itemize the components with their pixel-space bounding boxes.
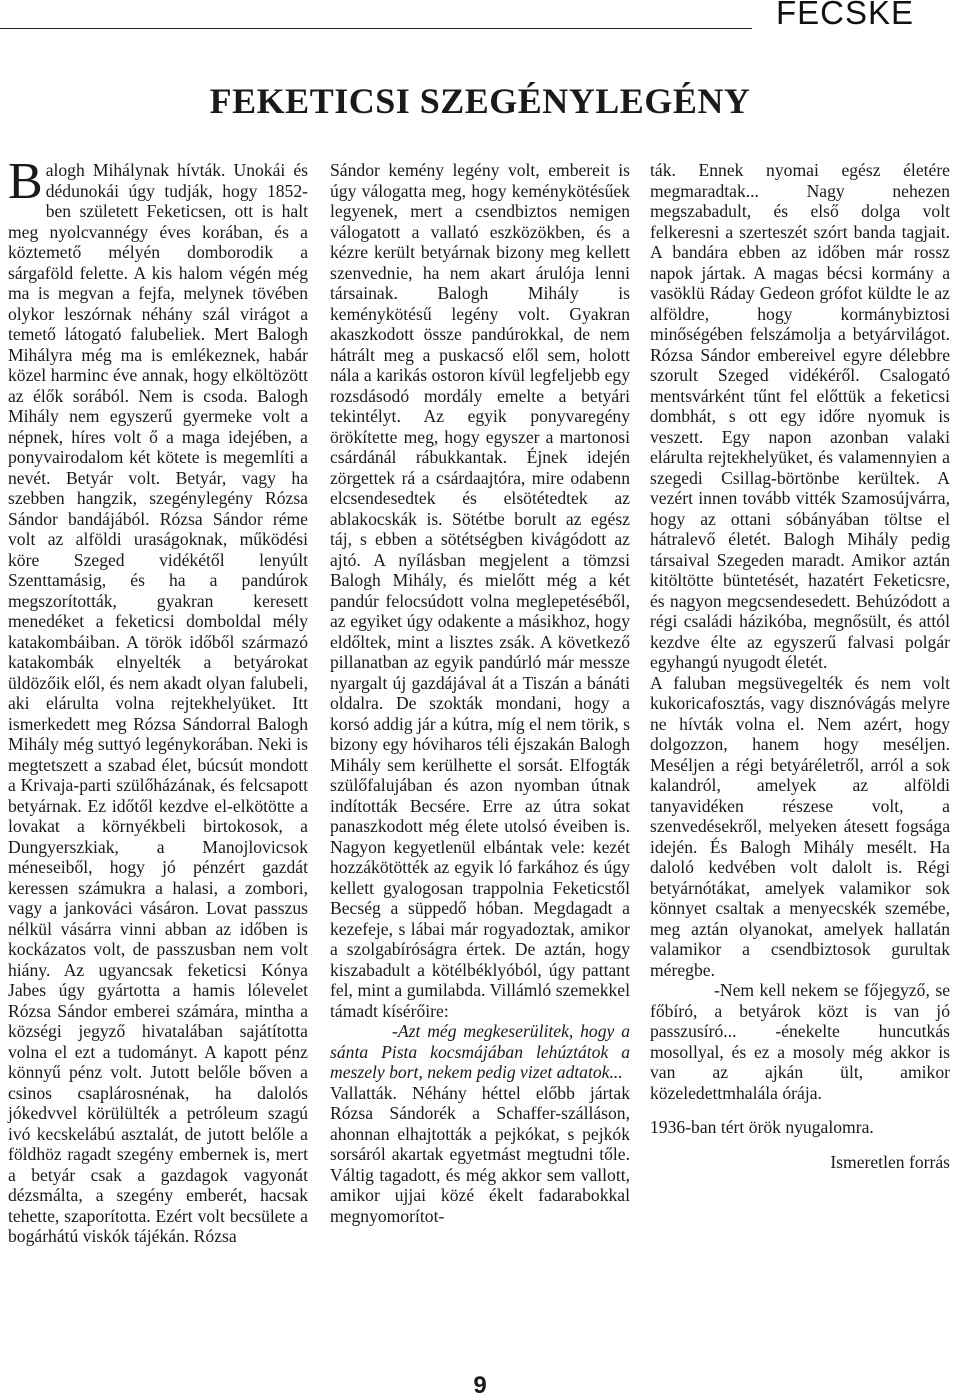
paragraph-intro: [8, 153, 309, 1247]
paragraph-aftermath: ták. Ennek nyomai egész életére megmaradtak... Nagy nehezen megszabadult, és első dolga volt felkeresni a szerteszét szórt banda tagjait. A bandára ebben az időben már rossz napok jártak. A magas bécsi kormány a vasöklü Ráday Gedeon grófot küldte le az alföldre, hogy kormánybiztosi minőségében felszámolja a betyárvilágot. Rózsa Sándor embereivel egyre délebbre szorult Szeged vidékéről. Csalogató mentsvárként tűnt fel előttük a feketicsi dombhát, s ott egy időre nyomuk is veszett. Egy napon azonban valaki elárulta rejtekhelyüket, és valamennyien a szegedi Csillag-börtönbe kerültek. A vezért innen tovább vitték Szamosújvárra, hogy az ottani sóbányában töltse el hátralevő életét. Balogh Mihály pedig társaival Szegeden maradt. Amikor aztán kitöltötte büntetését, hazatért Feketicsre, és nagyon megcsendesedett. Behúzódott a régi családi házikóba, megnősült, és attól kezdve élte az egyszerű falvasi polgár egyhangú nyugodt életét.: [650, 160, 950, 672]
paragraph-capture: Sándor kemény legény volt, embereit is úgy válogatta meg, hogy keménykötésűek legyenek, mert a csendbiztos nemigen válogatott a vallató eszközökben, és a kézre került betyárnak bizony meg kellett szenvednie, ha nem akart árulója lenni társainak. Balogh Mihály is keménykötésű legény volt. Gyakran akaszkodott össze pandúrokkal, de nem hátrált meg a puskacső elől sem, holott nála a karikás ostoron kívül legfeljebb egy rozsdásodó mordály emelte a betyári tekintélyt. Az egyik ponyvaregény örökítette meg, hogy egyszer a martonosi csárdánál rábukkantak. Éjnek idején zörgettek rá a csárdaajtóra, mire odabenn elcsendesedtek és elsötétedtek az ablakocskák is. Sötétbe borult az egész táj, s ebben a sötétségben kivágódott az ajtó. A nyílásban megjelent a tömzsi Balogh Mihály, és mielőtt még a két pandúr felocsúdott volna meglepetéséből, az egyiket úgy odakente a másikhoz, hogy eldőltek, mint a lisztes zsák. A következő pillanatban az egyik pandúrló már messze nyargalt új gazdájával át a Tiszán a bánáti oldalra. De szokták mondani, hogy a korsó addig jár a kútra, míg el nem törik, s bizony egy hóviharos téli éjszakán Balogh Mihály sem kerülhette el sorsát. Elfogták szülőfalujában és azon nyomban útnak indították Becsére. Erre az útra sokat panaszkodott még élete utolsó éveiben is. Nagyon kegyetlenül elbántak vele: kezét hozzákötötték az egyik ló farkához és úgy kellett gyalogosan trappolnia Feketicstől Becség a süppedő hóban. Megdagadt a kezefeje, s lábai már rogyadoztak, amikor a szolgabíróságra értek. De aztán, hogy kiszabadult a kötélbéklyóból, úgy pattant fel, mint a gumilabda. Villámló szemekkel támadt kísérőire:: [330, 160, 630, 1021]
column-3: [650, 160, 950, 1172]
column-2: [330, 160, 630, 1226]
paragraph-interrogation: Vallatták. Néhány héttel előbb jártak Rózsa Sándorék a Schaffer-szálláson, ahonnan elhajtották a pejkókat, s pejkók sorsáról akartak egyetmást megtudni tőle. Váltig tagadott, és még akkor sem vallott, amikor ujjai közé ékelt fadarabokkal megnyomorítot-: [330, 1082, 630, 1226]
drop-cap: B: [8, 153, 43, 210]
death-note: 1936-ban tért örök nyugalomra.: [650, 1117, 874, 1137]
header-rule: [0, 28, 752, 29]
paragraph-intro-text: alogh Mihálynak hívták. Unokái és dédunokái úgy tudják, hogy 1852-ben született Feketicsen, ott is halt meg nyolcvannégy éves korában, és a köztemető mélyén domborodik a sárgaföld felette. A kis halom végén még ma is megvan a fejfa, melynek tövében olykor leszórnak néhány szál virágot a temető látogató falubeliek. Mert Balogh Mihályra még ma is emlékeznek, habár közel harminc éve annak, hogy elköltözött az élők sorából. Nem is csoda. Balogh Mihály nem egyszerű gyermeke volt a népnek, híres volt ő a maga idejében, a ponyvairodalom két kötete is megemlíti a nevét. Betyár volt. Betyár, vagy ha szebben hangzik, szegénylegény Rózsa Sándor bandájából. Rózsa Sándor réme volt az alföldi uraságoknak, működési köre Szeged vidékétől lenyúlt Szenttamásig, és ha a pandúrok megszorították, gyakran keresett menedéket a feketicsi domboldal mély katakombáiban. A török időből származó katakombák elnyelték a betyárokat üldözőik elől, és nem akadt olyan falubeli, aki elárulta volna rejtekhelyüket. Itt ismerkedett meg Rózsa Sándorral Balogh Mihály még suttyó legénykorában. Neki is megtetszett a szabad élet, búcsút mondott a Krivaja-parti szülőházának, és felcsapott betyárnak. Ez időtől kezdve el-elkötötte a lovakat a környékbeli birtokosok, a Dungyerszkiak, a Manojlovicsok méneseiből, hogy jó pénzért gazdát keressen számukra a halasi, a zombori, vagy a jankováci vásáron. Lovat passzus nélkül vásárra vinni abban az időben is kockázatos volt, de passzusban nem volt hiány. Az ugyancsak feketicsi Kónya Jabes úgy gyártotta a hamis lólevelet Rózsa Sándor emberei számára, mintha a községi jegyző hivatalában sajátította volna el ezt a tudományt. A kapott pénz könnyű pénz volt. Jutott belőle bőven a csinos csaplárosnénak, ha dalolós jókedvvel körülülték a petróleum szagú ivó kecskelábú asztalát, de jutott belőle a földhöz ragadt szegény embernek is, mert a betyár csak a gazdagok vagyonát dézsmálta, a szegény emberét, hacsak tehette, szaporította. Ezért volt becsülete a bogárhátú viskók tájékán. Rózsa: [8, 160, 309, 1246]
magazine-name: FECSKE: [775, 0, 914, 31]
article-title: FEKETICSI SZEGÉNYLEGÉNY: [209, 81, 751, 121]
source-credit: Ismeretlen forrás: [830, 1151, 950, 1172]
page-number: 9: [473, 1372, 487, 1399]
column-1: [8, 153, 309, 1247]
paragraph-storytelling: A faluban megsüvegelték és nem volt kukoricafosztás, vagy disznóvágás melyre ne hívták volna el. Nem azért, hogy dolgozzon, hanem hogy meséljen. Meséljen a régi betyáréletről, arról a sok kalandról, amelyek az alföldi tanyavidéken részese volt, a szenvedésekről, melyeken átesett fogsága idején. És Balogh Mihály mesélt. Ha daloló kedvében volt dalolt is. Régi betyárnótákat, amelyek valamikor sok könnyet csaltak a menyecskék szemébe, meg aztán olyanokat, amelyek hallatán valamikor a csendbiztosok gurultak méregbe.: [650, 672, 950, 980]
song-quote: -Nem kell nekem se főjegyző, se főbíró, a betyárok közt is van jó passzusíró... -énekelte huncutkás mosollyal, és ez a mosoly még akkor is van az ajkán ült, amikor közeledettmhalála órája.: [650, 980, 950, 1103]
page-header: [0, 0, 960, 36]
quoted-threat: -Azt még megkeserülitek, hogy a sánta Pista kocsmájában lehúztátok a meszely bort, nekem pedig vizet adtatok...: [330, 1021, 630, 1082]
